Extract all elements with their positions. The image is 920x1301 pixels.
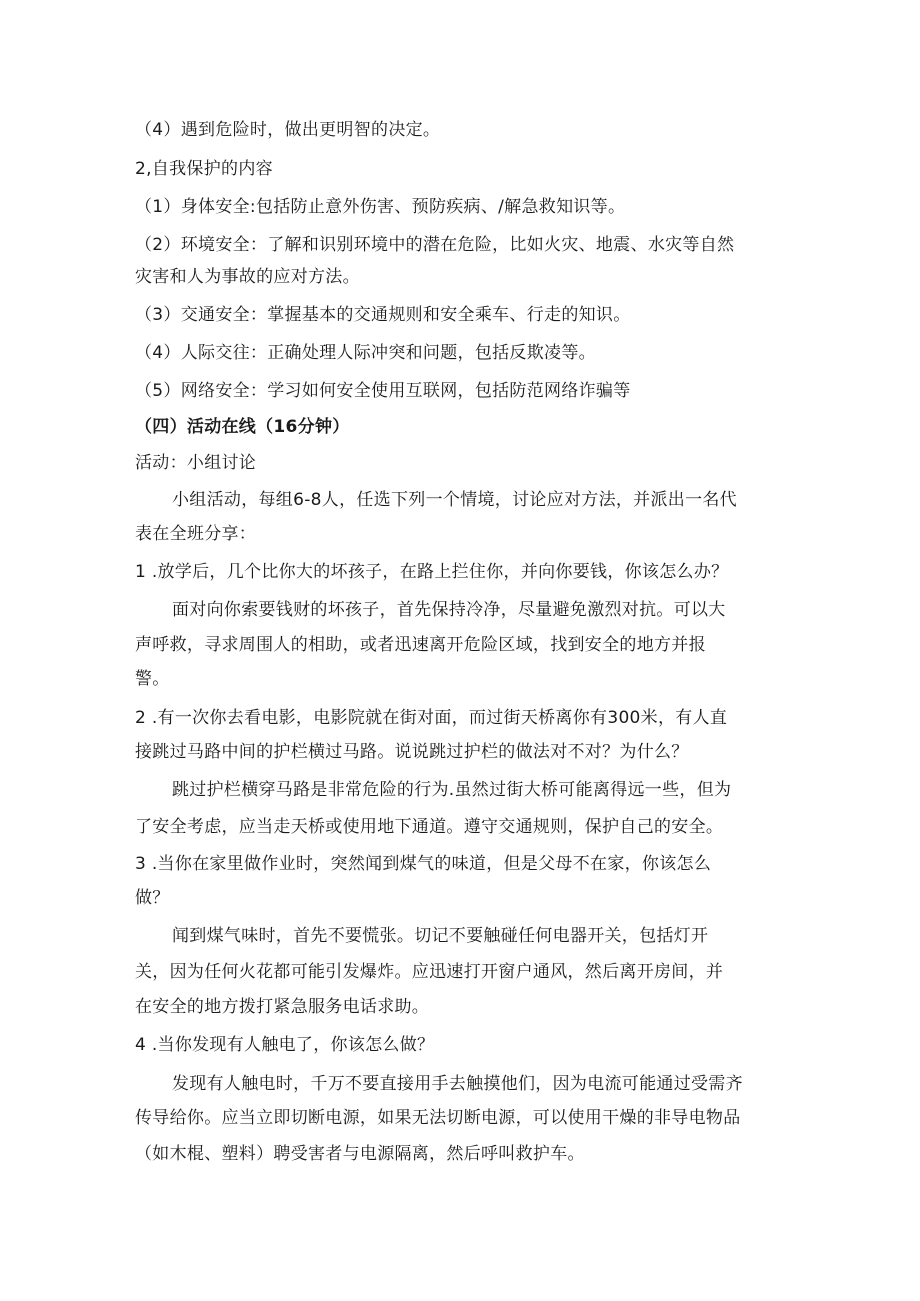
- answer-paragraph: 闻到煤气味时，首先不要慌张。切记不要触碰任何电器开关，包括灯开: [172, 926, 709, 946]
- list-item: （4）遇到危险时，做出更明智的决定。: [135, 120, 441, 140]
- activity-title: 活动：小组讨论: [135, 453, 257, 473]
- answer-paragraph-continuation: （如木棍、塑料）聘受害者与电源隔离，然后呼叫救护车。: [135, 1144, 585, 1164]
- answer-paragraph-continuation: 关，因为任何火花都可能引发爆炸。应迅速打开窗户通风，然后离开房间，并: [135, 962, 724, 982]
- question-item: 3 .当你在家里做作业时，突然闻到煤气的味道，但是父母不在家，你该怎么: [135, 854, 712, 874]
- section-heading: 2,自我保护的内容: [135, 159, 273, 179]
- list-item-continuation: 灾害和人为事故的应对方法。: [135, 267, 360, 287]
- list-item: （4）人际交往：正确处理人际冲突和问题，包括反欺凌等。: [135, 343, 596, 363]
- list-item: （5）网络安全：学习如何安全使用互联网，包括防范网络诈骗等: [135, 381, 631, 401]
- answer-paragraph-continuation: 传导给你。应当立即切断电源，如果无法切断电源，可以使用干燥的非导电物品: [135, 1108, 741, 1128]
- answer-paragraph-continuation: 警。: [135, 669, 170, 689]
- question-item: 2 .有一次你去看电影，电影院就在街对面，而过街天桥离你有300米，有人直: [135, 708, 728, 728]
- list-item: （1）身体安全:包括防止意外伤害、预防疾病、/解急救知识等。: [135, 197, 626, 217]
- answer-paragraph: 跳过护栏横穿马路是非常危险的行为.虽然过街大桥可能离得远一些，但为: [172, 780, 732, 800]
- answer-paragraph: 面对向你索要钱财的坏孩子，首先保持冷净，尽量避免激烈对抗。可以大: [172, 600, 726, 620]
- section-heading-activity: （四）活动在线（16分钟）: [135, 417, 350, 437]
- question-item-continuation: 接跳过马路中间的护栏横过马路。说说跳过护栏的做法对不对？为什么？: [135, 742, 689, 762]
- answer-paragraph-continuation: 声呼救，寻求周围人的相助，或者迅速离开危险区域，找到安全的地方并报: [135, 635, 706, 655]
- question-item-continuation: 做？: [135, 888, 170, 908]
- paragraph-continuation: 表在全班分享：: [135, 524, 257, 544]
- list-item: （3）交通安全：掌握基本的交通规则和安全乘车、行走的知识。: [135, 305, 631, 325]
- answer-paragraph-continuation: 了安全考虑，应当走天桥或使用地下通道。遵守交通规则，保护自己的安全。: [135, 817, 724, 837]
- answer-paragraph: 发现有人触电时，千万不要直接用手去触摸他们，因为电流可能通过受需齐: [172, 1074, 743, 1094]
- paragraph: 小组活动，每组6-8人，任选下列一个情境，讨论应对方法，并派出一名代: [172, 490, 737, 510]
- question-item: 1 .放学后，几个比你大的坏孩子，在路上拦住你，并向你要钱，你该怎么办？: [135, 562, 729, 582]
- answer-paragraph-continuation: 在安全的地方拨打紧急服务电话求助。: [135, 997, 430, 1017]
- question-item: 4 .当你发现有人触电了，你该怎么做？: [135, 1035, 435, 1055]
- list-item: （2）环境安全：了解和识别环境中的潜在危险，比如火灾、地震、水灾等自然: [135, 235, 735, 255]
